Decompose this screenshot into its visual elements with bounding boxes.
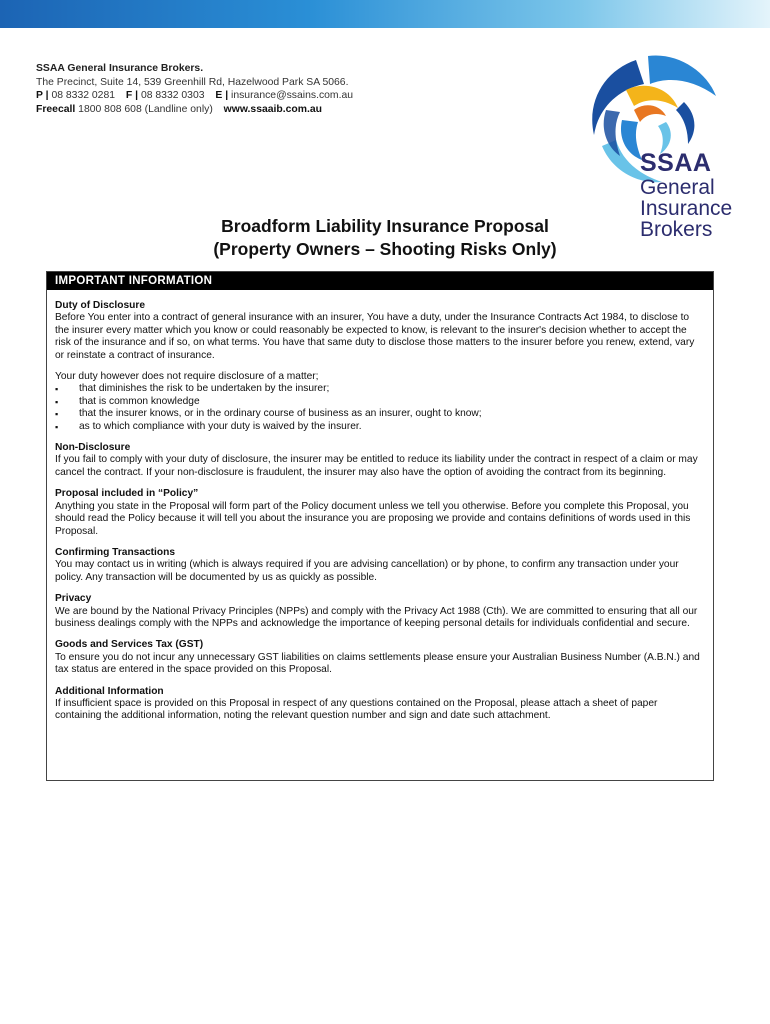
additional-information-section [55, 686, 705, 723]
section-text: To ensure you do not incur any unnecessary GST liabilities on claims settlements please ensure your Australian Business Number (A.B.N.) and tax status are entered in the space provided on this Proposal. [55, 651, 700, 676]
company-name: SSAA General Insurance Brokers. [36, 63, 204, 74]
logo-brokers: Brokers [640, 218, 713, 241]
important-information-box [46, 271, 714, 781]
list-item: ▪ that is common knowledge [55, 396, 705, 408]
email-label: E | [215, 90, 229, 101]
phone-number: 08 8332 0281 [51, 90, 115, 101]
section-heading: Goods and Services Tax (GST) [55, 639, 204, 651]
duty-exceptions-section [55, 371, 705, 433]
document-title: Broadform Liability Insurance Proposal [221, 216, 549, 236]
section-text: If you fail to comply with your duty of disclosure, the insurer may be entitled to reduce its liability under the contract in respect of a claim or may cancel the contract. If your non-disclosure is fraudulent, the insurer may also have the option of avoiding the contract from its beginning. [55, 454, 698, 478]
section-heading: Non-Disclosure [55, 442, 131, 454]
header-gradient-bar [0, 0, 770, 28]
logo-general: General [640, 176, 715, 199]
logo-insurance: Insurance [640, 197, 733, 220]
freecall-label: Freecall [36, 103, 76, 115]
section-text: Anything you state in the Proposal will form part of the Policy document unless we tell you otherwise. Before you complete this Proposal, you should read the Policy because it will tell you about the insurance you are proposing we provide and contains definitions of words used in this Proposal. [55, 500, 691, 537]
section-heading: Privacy [55, 593, 92, 605]
freecall-number: 1800 808 608 (Landline only) [78, 103, 213, 115]
fax-label: F | [125, 90, 139, 101]
proposal-policy-section [55, 488, 705, 538]
important-information-header: IMPORTANT INFORMATION [47, 272, 713, 290]
document-subtitle: (Property Owners – Shooting Risks Only) [213, 239, 557, 259]
company-freecall-web [36, 103, 353, 117]
email-address: insurance@ssains.com.au [231, 90, 354, 101]
section-text: You may contact us in writing (which is always required if you are advising cancellation) or by phone, to confirm any transaction under your policy. Any transaction will be documented by us as quickly as possible. [55, 559, 679, 583]
section-text: If insufficient space is provided on this Proposal in respect of any questions contained on the Proposal, please attach a sheet of paper containing the additional information, noting the relevant question number and sign and date such attachment. [55, 697, 658, 722]
list-item: ▪ that the insurer knows, or in the ordinary course of business as an insurer, ought to know; [55, 408, 705, 420]
non-disclosure-section [55, 442, 705, 479]
company-details [36, 62, 353, 116]
website-link: www.ssaaib.com.au [223, 103, 323, 115]
logo-ssaa: SSAA [640, 149, 712, 177]
company-contacts [36, 89, 353, 103]
section-heading: Additional Information [55, 685, 164, 697]
important-information-content [47, 290, 713, 723]
fax-number: 08 8332 0303 [140, 90, 205, 101]
section-heading: Proposal included in “Policy” [55, 488, 199, 500]
section-heading: Confirming Transactions [55, 546, 176, 558]
section-text: Before You enter into a contract of general insurance with an insurer, You have a duty, under the Insurance Contracts Act 1984, to disclose to the insurer every matter which you know or could reasonably be expected to know, is relevant to the insurer's decision whether to accept the risk of the insurance and if so, on what terms. You have that same duty to disclose those matters to the insurer before you renew, extend, vary or reinstate a contract of insurance. [55, 312, 695, 361]
section-text: We are bound by the National Privacy Principles (NPPs) and comply with the Privacy Act 1988 (Cth). We are committed to ensuring that all our business dealings comply with the NPPs and acknowledge the importance of keeping personal details for individuals confidential and secure. [55, 605, 698, 629]
confirming-transactions-section [55, 547, 705, 584]
privacy-section [55, 593, 705, 630]
section-intro: Your duty however does not require disclosure of a matter; [55, 371, 319, 383]
duty-of-disclosure-section [55, 300, 705, 362]
duty-exceptions-list [55, 383, 705, 433]
list-item: ▪ as to which compliance with your duty is waived by the insurer. [55, 421, 705, 433]
phone-label: P | [36, 90, 49, 101]
section-heading: Duty of Disclosure [55, 300, 146, 311]
list-item: ▪ that diminishes the risk to be undertaken by the insurer; [55, 383, 705, 395]
gst-section [55, 639, 705, 676]
company-address: The Precinct, Suite 14, 539 Greenhill Rd, Hazelwood Park SA 5066. [36, 76, 349, 88]
